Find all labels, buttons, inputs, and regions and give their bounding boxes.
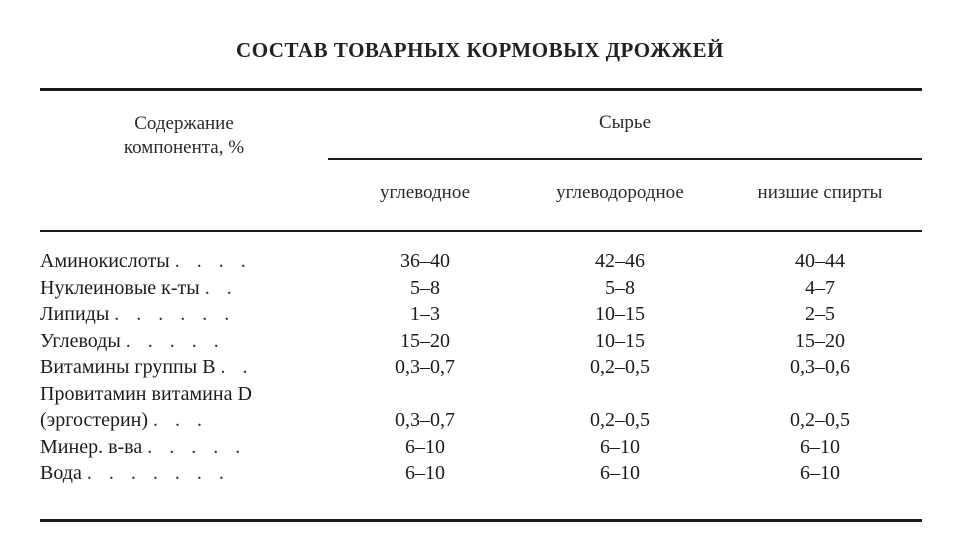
cell-carbohydrate: 6–10 — [405, 462, 445, 484]
leader-dots: . . . . — [174, 250, 252, 272]
table-body — [40, 248, 922, 487]
table-row — [40, 275, 922, 302]
cell-hydrocarbon: 10–15 — [595, 329, 645, 352]
row-label: Витамины группы В . . — [40, 356, 254, 378]
row-label: Провитамин витамина D (эргостерин) . . . — [40, 382, 252, 431]
leader-dots: . . . . . — [125, 329, 225, 352]
cell-hydrocarbon: 5–8 — [605, 276, 635, 299]
raw-material-group-header: Сырье — [598, 112, 652, 133]
table-title: СОСТАВ ТОВАРНЫХ КОРМОВЫХ ДРОЖЖЕЙ — [236, 38, 724, 62]
cell-hydrocarbon: 6–10 — [600, 462, 640, 484]
cell-hydrocarbon: 0,2–0,5 — [590, 356, 650, 378]
row-label: Минер. в-ва . . . . . — [40, 435, 247, 458]
row-label: Липиды . . . . . . — [40, 303, 236, 325]
table-row — [40, 460, 922, 487]
cell-lower-alcohols: 2–5 — [805, 303, 835, 325]
leader-dots: . . — [204, 276, 238, 299]
column-header-hydrocarbon: углеводородное — [556, 182, 684, 203]
cell-lower-alcohols: 0,3–0,6 — [790, 356, 850, 378]
cell-carbohydrate: 15–20 — [400, 329, 450, 352]
row-label: Вода . . . . . . . — [40, 462, 230, 484]
content-header-line-1: Содержание — [134, 113, 234, 134]
row-label: Углеводы . . . . . — [40, 329, 225, 352]
leader-dots: . . . . . — [147, 435, 247, 458]
cell-carbohydrate: 5–8 — [410, 276, 440, 299]
cell-hydrocarbon: 10–15 — [595, 303, 645, 325]
cell-carbohydrate: 36–40 — [400, 250, 450, 272]
top-rule — [40, 88, 922, 91]
table-row — [40, 301, 922, 328]
cell-carbohydrate: 1–3 — [410, 303, 440, 325]
column-header-carbohydrate: углеводное — [379, 182, 471, 203]
cell-carbohydrate: 0,3–0,7 — [395, 356, 455, 378]
cell-carbohydrate: 0,3–0,7 — [395, 409, 455, 431]
content-header-line-2: компонента, % — [123, 137, 245, 158]
table-row — [40, 248, 922, 275]
cell-lower-alcohols: 0,2–0,5 — [790, 409, 850, 431]
cell-lower-alcohols: 40–44 — [795, 250, 845, 272]
cell-lower-alcohols: 6–10 — [800, 462, 840, 484]
group-header-rule — [328, 158, 922, 160]
leader-dots: . . . . . . . — [86, 462, 230, 484]
cell-hydrocarbon: 6–10 — [600, 435, 640, 458]
cell-lower-alcohols: 6–10 — [800, 435, 840, 458]
cell-hydrocarbon: 42–46 — [595, 250, 645, 272]
table-row — [40, 328, 922, 355]
leader-dots: . . — [220, 356, 254, 378]
cell-carbohydrate: 6–10 — [405, 435, 445, 458]
bottom-rule — [40, 519, 922, 522]
content-column-header — [40, 112, 328, 160]
cell-hydrocarbon: 0,2–0,5 — [590, 409, 650, 431]
row-label: Нуклеиновые к-ты . . — [40, 276, 238, 299]
header-bottom-rule — [40, 230, 922, 232]
column-header-lower-alcohols: низшие спирты — [757, 182, 883, 203]
leader-dots: . . . . . . — [114, 303, 236, 325]
cell-lower-alcohols: 15–20 — [795, 329, 845, 352]
cell-lower-alcohols: 4–7 — [805, 276, 835, 299]
row-label: Аминокислоты . . . . — [40, 250, 252, 272]
leader-dots: . . . — [153, 409, 209, 431]
table-row — [40, 381, 922, 434]
table-row — [40, 434, 922, 461]
table-row — [40, 354, 922, 381]
